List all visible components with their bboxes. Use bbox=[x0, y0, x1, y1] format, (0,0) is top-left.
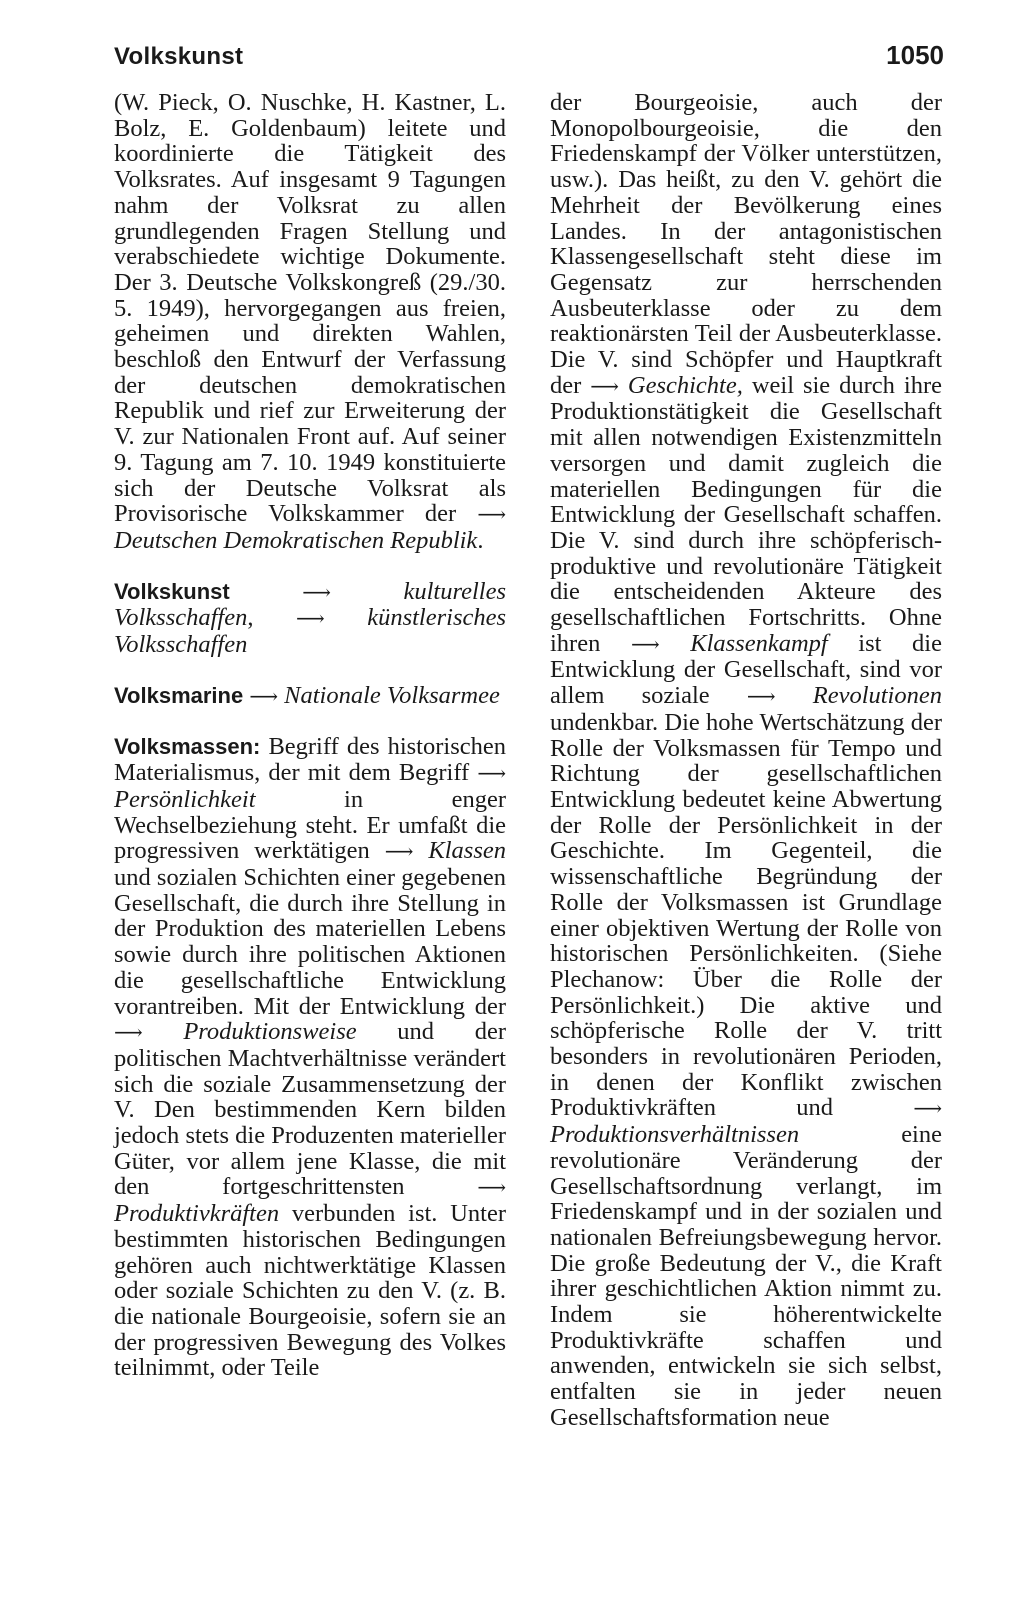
arrow-right-icon: ⟶ bbox=[249, 683, 279, 708]
cross-reference-produktionsverhaeltnisse[interactable]: Produktionsverhältnissen bbox=[550, 1121, 800, 1149]
cross-reference-klassenkampf[interactable]: Klassenkampf bbox=[690, 629, 828, 657]
cross-reference-persoenlichkeit[interactable]: Persönlichkeit bbox=[114, 785, 256, 813]
text-run: . bbox=[477, 526, 484, 554]
right-column bbox=[550, 90, 942, 1431]
left-column bbox=[114, 90, 506, 1381]
text-run: und sozialen Schichten einer gegebenen Gesellschaft, die durch ihre Stellung in der Produktion des materiellen Lebens sowie durch ihre politischen Aktionen die gesellschaftliche Entwicklung vorantreiben. Mit der Entwicklung der bbox=[114, 863, 506, 1020]
text-run: und der politischen Machtverhältnisse verändert sich die soziale Zusammensetzung der V. Den bestimmenden Kern bilden jedoch stets die Produzenten materieller Güter, vor allem jene Klasse, die mit den fortgeschrittensten bbox=[114, 1018, 506, 1201]
entry-volkskunst: Volkskunst ⟶ kulturelles Volksschaffen, ⟶ künstlerisches Volksschaffen bbox=[114, 577, 507, 659]
arrow-right-icon: ⟶ bbox=[913, 1096, 942, 1121]
page-number: 1050 bbox=[886, 40, 944, 70]
lemma-volksmarine: Volksmarine bbox=[114, 682, 244, 708]
text-run: in enger Wechselbeziehung steht. Er umfaßt die progressiven werktätigen bbox=[114, 785, 506, 865]
cross-reference-produktivkraefte[interactable]: Produktivkräften bbox=[114, 1200, 280, 1228]
text-run: Begriff des historischen Materialismus, der mit dem Begriff bbox=[114, 733, 506, 787]
lemma-volkskunst: Volkskunst bbox=[114, 578, 230, 604]
text-run: undenkbar. Die hohe Wertschätzung der Rolle der Volksmassen für Tempo und Richtung der gesellschaftlichen Entwicklung bedeutet keine Abwertung der Rolle der Persönlichkeit in der Geschichte. Im Gegenteil, die wissenschaftliche Begründung der Rolle der Volksmassen ist Grundlage einer objektiven Wertung der Rolle von historischen Persönlichkeiten. (Siehe Plechanow: Über die Rolle der Persönlichkeit.) Die aktive und schöpferische Rolle der V. tritt besonders in revolutionären Perioden, in denen der Konflikt zwischen Produktivkräften und bbox=[550, 708, 942, 1122]
cross-reference-nationale-volksarmee[interactable]: Nationale Volksarmee bbox=[284, 681, 500, 709]
arrow-right-icon: ⟶ bbox=[384, 839, 414, 864]
text-run: der Bourgeoisie, auch der Monopolbourgeoisie, die den Friedenskampf der Völker unterstützen, usw.). Das heißt, zu den V. gehört die Mehrheit der Bevölkerung eines Landes. In der antagonistischen Klassengesellschaft steht diese im Gegensatz zur herrschenden Ausbeuterklasse oder zu dem reaktionärsten Teil der Ausbeuterklasse. Die V. sind Schöpfer und Hauptkraft der bbox=[550, 89, 942, 399]
text-run: verbunden ist. Unter bestimmten historischen Bedingungen gehören auch nichtwerktätige Klassen oder soziale Schichten zu den V. (z. B. die nationale Bourgeoisie, sofern sie an der progressiven Bewegung des Volkes teilnimmt, oder Teile bbox=[114, 1200, 506, 1382]
arrow-right-icon: ⟶ bbox=[590, 373, 619, 398]
lemma-volksmassen: Volksmassen: bbox=[114, 734, 261, 760]
cross-reference-produktionsweise[interactable]: Produktionsweise bbox=[183, 1018, 357, 1046]
text-run: eine revolutionäre Veränderung der Gesellschaftsordnung verlangt, im Friedenskampf und in der sozialen und nationalen Befreiungsbewegung hervor. Die große Bedeutung der V., die Kraft ihrer geschichtlichen Aktion nimmt zu. Indem sie höherentwickelte Produktivkräfte schaffen und anwenden, entwickeln sie sich selbst, entfalten sie in jeder neuen Gesellschaftsformation neue bbox=[550, 1121, 942, 1431]
arrow-right-icon: ⟶ bbox=[477, 761, 506, 786]
arrow-right-icon: ⟶ bbox=[296, 606, 325, 631]
cross-reference-kuenstlerisches-volksschaffen[interactable]: künstlerisches Volksschaffen bbox=[114, 604, 507, 659]
arrow-right-icon: ⟶ bbox=[114, 1020, 143, 1045]
cross-reference-ddr[interactable]: Deutschen Demokratischen Republik bbox=[114, 526, 478, 554]
arrow-right-icon: ⟶ bbox=[477, 1175, 506, 1200]
entry-volksmassen bbox=[114, 734, 506, 1381]
entry-volksmarine bbox=[114, 683, 506, 710]
running-head bbox=[114, 40, 944, 80]
cross-reference-klassen[interactable]: Klassen bbox=[428, 837, 506, 865]
text-run: weil sie durch ihre Produktionstätigkeit die Gesellschaft mit allen notwendigen Existenzmitteln versorgen und damit zugleich die materiellen Bedingungen für die Entwicklung der Gesellschaft schaffen. Die V. sind durch ihre schöpferisch-produktive und revolutionäre Tätigkeit die entscheidenden Akteure des gesellschaftlichen Fortschritts. Ohne ihren bbox=[550, 371, 942, 657]
arrow-right-icon: ⟶ bbox=[630, 631, 660, 656]
volksmassen-continuation-paragraph bbox=[550, 90, 942, 1431]
arrow-right-icon: ⟶ bbox=[477, 502, 506, 527]
volksrat-continuation-paragraph bbox=[114, 90, 506, 554]
text-run: ist die Entwicklung der Gesellschaft, sind vor allem soziale bbox=[550, 629, 942, 710]
arrow-right-icon: ⟶ bbox=[302, 579, 331, 604]
cross-reference-kulturelles-volksschaffen[interactable]: kulturelles Volksschaffen bbox=[114, 577, 506, 632]
cross-reference-revolutionen[interactable]: Revolutionen bbox=[812, 682, 942, 710]
running-head-word: Volkskunst bbox=[114, 43, 244, 70]
cross-reference-geschichte[interactable]: Geschichte, bbox=[627, 371, 743, 399]
text-run: (W. Pieck, O. Nuschke, H. Kastner, L. Bolz, E. Goldenbaum) leitete und koordinierte die Tätigkeit des Volksrates. Auf insgesamt 9 Tagungen nahm der Volksrat zu allen grundlegenden Fragen Stellung und verabschiedete wichtige Dokumente. Der 3. Deutsche Volkskongreß (29./30. 5. 1949), hervorgegangen aus freien, geheimen und direkten Wahlen, beschloß den Entwurf der Verfassung der deutschen demokratischen Republik und rief zur Erweiterung der V. zur Nationalen Front auf. Auf seiner 9. Tagung am 7. 10. 1949 konstituierte sich der Deutsche Volksrat als Provisorische Volkskammer der bbox=[114, 89, 506, 528]
arrow-right-icon: ⟶ bbox=[746, 684, 776, 709]
